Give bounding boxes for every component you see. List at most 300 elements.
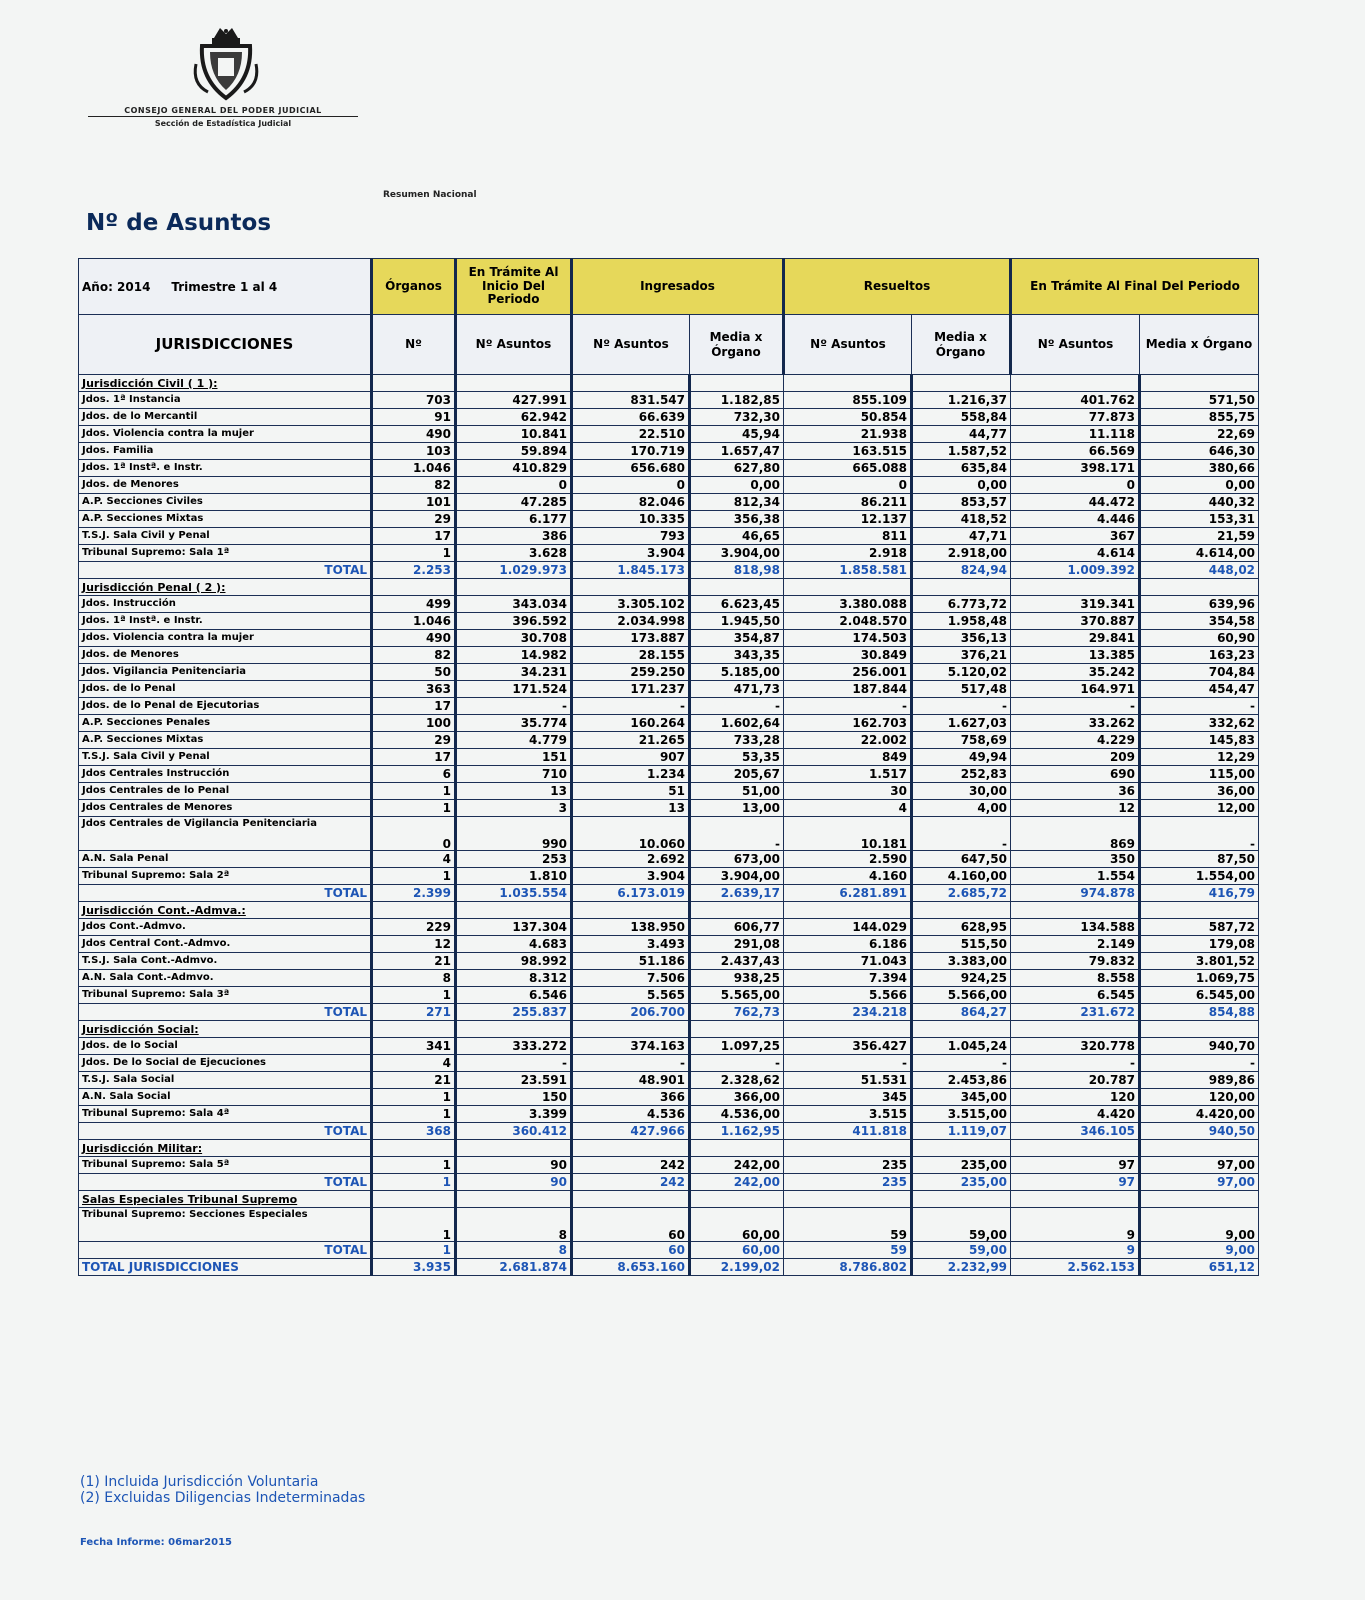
value-cell: 45,94: [690, 426, 784, 443]
table-row: [79, 443, 1259, 460]
section-title: Jurisdicción Civil ( 1 ):: [79, 375, 372, 392]
table-row: [79, 528, 1259, 545]
value-cell: 59.894: [456, 443, 572, 460]
value-cell: 145,83: [1140, 732, 1259, 749]
value-cell: 448,02: [1140, 562, 1259, 579]
table-row: [79, 1106, 1259, 1123]
value-cell: 153,31: [1140, 511, 1259, 528]
value-cell: 21: [372, 1072, 456, 1089]
value-cell: 396.592: [456, 613, 572, 630]
value-cell: 36,00: [1140, 783, 1259, 800]
row-label: A.N. Sala Penal: [79, 851, 372, 868]
value-cell: 9,00: [1140, 1242, 1259, 1259]
value-cell: -: [1140, 817, 1259, 851]
value-cell: 235,00: [912, 1157, 1011, 1174]
value-cell: 2.692: [572, 851, 690, 868]
value-cell: -: [912, 817, 1011, 851]
section-header-row: [79, 375, 1259, 392]
value-cell: 368: [372, 1123, 456, 1140]
value-cell: 3.383,00: [912, 953, 1011, 970]
organization-section: Sección de Estadística Judicial: [154, 119, 292, 128]
value-cell: -: [690, 698, 784, 715]
row-label: Jdos. De lo Social de Ejecuciones: [79, 1055, 372, 1072]
value-cell: 13: [572, 800, 690, 817]
value-cell: 4.420,00: [1140, 1106, 1259, 1123]
row-label: Jdos. 1ª Instancia: [79, 392, 372, 409]
row-label: Jdos Centrales Instrucción: [79, 766, 372, 783]
value-cell: 17: [372, 528, 456, 545]
value-cell: 1.810: [456, 868, 572, 885]
value-cell: 242: [572, 1174, 690, 1191]
row-label: Tribunal Supremo: Sala 3ª: [79, 987, 372, 1004]
quarter-label: Trimestre 1 al 4: [171, 279, 278, 294]
header-final-media: Media x Órgano: [1140, 315, 1259, 375]
empty-cell: [912, 1021, 1011, 1038]
value-cell: 21: [372, 953, 456, 970]
value-cell: 4.536: [572, 1106, 690, 1123]
value-cell: 1.009.392: [1011, 562, 1140, 579]
row-label: Jdos. Familia: [79, 443, 372, 460]
table-row: [79, 494, 1259, 511]
value-cell: 77.873: [1011, 409, 1140, 426]
value-cell: 354,58: [1140, 613, 1259, 630]
value-cell: 343.034: [456, 596, 572, 613]
value-cell: 1.858.581: [784, 562, 912, 579]
value-cell: 12.137: [784, 511, 912, 528]
value-cell: 255.837: [456, 1004, 572, 1021]
value-cell: 647,50: [912, 851, 1011, 868]
value-cell: 345: [784, 1089, 912, 1106]
value-cell: 628,95: [912, 919, 1011, 936]
empty-cell: [784, 1021, 912, 1038]
value-cell: 14.982: [456, 647, 572, 664]
value-cell: 1.602,64: [690, 715, 784, 732]
value-cell: 1.046: [372, 613, 456, 630]
grand-total-row: [79, 1259, 1259, 1276]
value-cell: 47,71: [912, 528, 1011, 545]
value-cell: 515,50: [912, 936, 1011, 953]
row-label: Jdos Cont.-Admvo.: [79, 919, 372, 936]
value-cell: 90: [456, 1174, 572, 1191]
value-cell: 356,13: [912, 630, 1011, 647]
section-title: Jurisdicción Militar:: [79, 1140, 372, 1157]
value-cell: 2.328,62: [690, 1072, 784, 1089]
value-cell: 4.536,00: [690, 1106, 784, 1123]
empty-cell: [1140, 902, 1259, 919]
value-cell: 29: [372, 511, 456, 528]
value-cell: 3.515: [784, 1106, 912, 1123]
value-cell: 8.558: [1011, 970, 1140, 987]
section-title: Jurisdicción Cont.-Admva.:: [79, 902, 372, 919]
row-label: Jdos. de lo Penal de Ejecutorias: [79, 698, 372, 715]
value-cell: 28.155: [572, 647, 690, 664]
value-cell: 370.887: [1011, 613, 1140, 630]
table-row: [79, 715, 1259, 732]
value-cell: -: [1011, 1055, 1140, 1072]
value-cell: 0: [372, 817, 456, 851]
statistics-table: [78, 258, 1259, 1276]
value-cell: 171.524: [456, 681, 572, 698]
empty-cell: [912, 1140, 1011, 1157]
value-cell: 1.119,07: [912, 1123, 1011, 1140]
table-row: [79, 392, 1259, 409]
value-cell: 5.566: [784, 987, 912, 1004]
value-cell: 0: [784, 477, 912, 494]
value-cell: 242,00: [690, 1157, 784, 1174]
empty-cell: [784, 902, 912, 919]
table-row: [79, 1089, 1259, 1106]
value-cell: 345,00: [912, 1089, 1011, 1106]
value-cell: 812,34: [690, 494, 784, 511]
total-row: [79, 885, 1259, 902]
value-cell: 398.171: [1011, 460, 1140, 477]
value-cell: 150: [456, 1089, 572, 1106]
value-cell: 0,00: [690, 477, 784, 494]
value-cell: 5.565: [572, 987, 690, 1004]
value-cell: 51.186: [572, 953, 690, 970]
value-cell: -: [784, 698, 912, 715]
table-row: [79, 1038, 1259, 1055]
row-label: T.S.J. Sala Social: [79, 1072, 372, 1089]
value-cell: 938,25: [690, 970, 784, 987]
empty-cell: [456, 375, 572, 392]
value-cell: 2.918,00: [912, 545, 1011, 562]
table-row: [79, 409, 1259, 426]
empty-cell: [572, 902, 690, 919]
value-cell: 376,21: [912, 647, 1011, 664]
value-cell: 343,35: [690, 647, 784, 664]
row-label: A.P. Secciones Mixtas: [79, 511, 372, 528]
value-cell: 2.199,02: [690, 1259, 784, 1276]
value-cell: 354,87: [690, 630, 784, 647]
value-cell: 2.232,99: [912, 1259, 1011, 1276]
value-cell: 1.069,75: [1140, 970, 1259, 987]
total-label: TOTAL: [79, 1242, 372, 1259]
section-title: Salas Especiales Tribunal Supremo: [79, 1191, 372, 1208]
report-date: Fecha Informe: 06mar2015: [80, 1537, 233, 1548]
value-cell: 30,00: [912, 783, 1011, 800]
value-cell: 401.762: [1011, 392, 1140, 409]
value-cell: 5.120,02: [912, 664, 1011, 681]
value-cell: 3.904: [572, 545, 690, 562]
value-cell: 8: [372, 970, 456, 987]
value-cell: 366,00: [690, 1089, 784, 1106]
total-row: [79, 562, 1259, 579]
table-row: [79, 477, 1259, 494]
value-cell: 3.904,00: [690, 868, 784, 885]
value-cell: 907: [572, 749, 690, 766]
value-cell: 291,08: [690, 936, 784, 953]
table-row: [79, 613, 1259, 630]
value-cell: 855,75: [1140, 409, 1259, 426]
table-row: [79, 647, 1259, 664]
value-cell: 1: [372, 1242, 456, 1259]
value-cell: 2.048.570: [784, 613, 912, 630]
row-label: Jdos. Violencia contra la mujer: [79, 630, 372, 647]
value-cell: 97,00: [1140, 1157, 1259, 1174]
value-cell: 98.992: [456, 953, 572, 970]
header-en-tramite-final: En Trámite Al Final Del Periodo: [1011, 259, 1259, 315]
value-cell: 120: [1011, 1089, 1140, 1106]
value-cell: 44.472: [1011, 494, 1140, 511]
value-cell: 627,80: [690, 460, 784, 477]
value-cell: 60,90: [1140, 630, 1259, 647]
value-cell: 30.849: [784, 647, 912, 664]
empty-cell: [690, 375, 784, 392]
value-cell: 206.700: [572, 1004, 690, 1021]
value-cell: -: [572, 1055, 690, 1072]
empty-cell: [1011, 902, 1140, 919]
value-cell: 1.587,52: [912, 443, 1011, 460]
value-cell: 2.437,43: [690, 953, 784, 970]
value-cell: 12: [1011, 800, 1140, 817]
empty-cell: [690, 1140, 784, 1157]
empty-cell: [784, 375, 912, 392]
value-cell: -: [572, 698, 690, 715]
row-label: Tribunal Supremo: Sala 4ª: [79, 1106, 372, 1123]
empty-cell: [1011, 375, 1140, 392]
value-cell: 7.394: [784, 970, 912, 987]
row-label: Jdos. de Menores: [79, 647, 372, 664]
value-cell: 651,12: [1140, 1259, 1259, 1276]
document-title: Nº de Asuntos: [86, 210, 272, 236]
header-resueltos: Resueltos: [784, 259, 1011, 315]
value-cell: 558,84: [912, 409, 1011, 426]
value-cell: 0: [1011, 477, 1140, 494]
value-cell: 4.683: [456, 936, 572, 953]
value-cell: 163,23: [1140, 647, 1259, 664]
value-cell: 4.446: [1011, 511, 1140, 528]
table-row: [79, 766, 1259, 783]
value-cell: 6.186: [784, 936, 912, 953]
empty-cell: [372, 579, 456, 596]
value-cell: 4.160,00: [912, 868, 1011, 885]
value-cell: 229: [372, 919, 456, 936]
value-cell: 173.887: [572, 630, 690, 647]
value-cell: 6.545,00: [1140, 987, 1259, 1004]
header-jurisdicciones: JURISDICCIONES: [79, 315, 372, 375]
table-row: [79, 545, 1259, 562]
empty-cell: [784, 579, 912, 596]
value-cell: 10.841: [456, 426, 572, 443]
value-cell: 990: [456, 817, 572, 851]
value-cell: 90: [456, 1157, 572, 1174]
value-cell: 6.773,72: [912, 596, 1011, 613]
value-cell: 66.639: [572, 409, 690, 426]
value-cell: 3.628: [456, 545, 572, 562]
value-cell: 17: [372, 698, 456, 715]
value-cell: 171.237: [572, 681, 690, 698]
value-cell: 3.399: [456, 1106, 572, 1123]
value-cell: -: [1140, 698, 1259, 715]
value-cell: 3.904: [572, 868, 690, 885]
value-cell: 1.945,50: [690, 613, 784, 630]
value-cell: 6.177: [456, 511, 572, 528]
value-cell: 704,84: [1140, 664, 1259, 681]
value-cell: 79.832: [1011, 953, 1140, 970]
value-cell: 21.265: [572, 732, 690, 749]
empty-cell: [372, 902, 456, 919]
value-cell: 1.035.554: [456, 885, 572, 902]
empty-cell: [1011, 1191, 1140, 1208]
value-cell: 21.938: [784, 426, 912, 443]
value-cell: -: [912, 698, 1011, 715]
row-label: Jdos. de Menores: [79, 477, 372, 494]
table-row: [79, 1208, 1259, 1242]
empty-cell: [1140, 375, 1259, 392]
value-cell: 11.118: [1011, 426, 1140, 443]
row-label: Jdos. de lo Mercantil: [79, 409, 372, 426]
value-cell: 732,30: [690, 409, 784, 426]
value-cell: 1: [372, 783, 456, 800]
value-cell: 35.242: [1011, 664, 1140, 681]
value-cell: 9: [1011, 1208, 1140, 1242]
value-cell: 869: [1011, 817, 1140, 851]
value-cell: 1.097,25: [690, 1038, 784, 1055]
empty-cell: [456, 902, 572, 919]
value-cell: 1: [372, 868, 456, 885]
value-cell: 360.412: [456, 1123, 572, 1140]
value-cell: 849: [784, 749, 912, 766]
value-cell: 416,79: [1140, 885, 1259, 902]
total-row: [79, 1123, 1259, 1140]
row-label: Jdos. de lo Penal: [79, 681, 372, 698]
value-cell: 710: [456, 766, 572, 783]
empty-cell: [784, 1191, 912, 1208]
value-cell: -: [912, 1055, 1011, 1072]
table-row: [79, 732, 1259, 749]
grand-total-label: TOTAL JURISDICCIONES: [79, 1259, 372, 1276]
value-cell: 209: [1011, 749, 1140, 766]
value-cell: 1: [372, 545, 456, 562]
value-cell: 418,52: [912, 511, 1011, 528]
row-label: Jdos. Violencia contra la mujer: [79, 426, 372, 443]
value-cell: 231.672: [1011, 1004, 1140, 1021]
value-cell: 940,70: [1140, 1038, 1259, 1055]
empty-cell: [572, 579, 690, 596]
value-cell: 1.234: [572, 766, 690, 783]
value-cell: 82: [372, 647, 456, 664]
value-cell: 320.778: [1011, 1038, 1140, 1055]
value-cell: 2.453,86: [912, 1072, 1011, 1089]
row-label: Jdos Centrales de Vigilancia Penitenciaria: [79, 817, 372, 851]
total-label: TOTAL: [79, 562, 372, 579]
value-cell: 12: [372, 936, 456, 953]
total-row: [79, 1004, 1259, 1021]
value-cell: 49,94: [912, 749, 1011, 766]
empty-cell: [572, 1191, 690, 1208]
value-cell: 6.545: [1011, 987, 1140, 1004]
table-row: [79, 817, 1259, 851]
table-row: [79, 919, 1259, 936]
value-cell: 29.841: [1011, 630, 1140, 647]
value-cell: 989,86: [1140, 1072, 1259, 1089]
header-ingresados-n-asuntos: Nº Asuntos: [572, 315, 690, 375]
header-resueltos-n-asuntos: Nº Asuntos: [784, 315, 912, 375]
value-cell: 51.531: [784, 1072, 912, 1089]
table-row: [79, 953, 1259, 970]
table-row: [79, 1055, 1259, 1072]
value-cell: 144.029: [784, 919, 912, 936]
value-cell: 34.231: [456, 664, 572, 681]
table-row: [79, 1072, 1259, 1089]
header-resueltos-media: Media x Órgano: [912, 315, 1011, 375]
value-cell: 8.312: [456, 970, 572, 987]
total-row: [79, 1242, 1259, 1259]
row-label: T.S.J. Sala Civil y Penal: [79, 749, 372, 766]
value-cell: 1.182,85: [690, 392, 784, 409]
value-cell: 2.399: [372, 885, 456, 902]
table-row: [79, 800, 1259, 817]
empty-cell: [456, 1191, 572, 1208]
empty-cell: [1140, 579, 1259, 596]
row-label: A.P. Secciones Penales: [79, 715, 372, 732]
value-cell: 8.653.160: [572, 1259, 690, 1276]
value-cell: 9,00: [1140, 1208, 1259, 1242]
value-cell: 855.109: [784, 392, 912, 409]
value-cell: 703: [372, 392, 456, 409]
value-cell: 319.341: [1011, 596, 1140, 613]
value-cell: 854,88: [1140, 1004, 1259, 1021]
value-cell: 12,29: [1140, 749, 1259, 766]
row-label: Jdos. 1ª Instª. e Instr.: [79, 613, 372, 630]
value-cell: 3: [456, 800, 572, 817]
value-cell: 1.029.973: [456, 562, 572, 579]
value-cell: 134.588: [1011, 919, 1140, 936]
value-cell: 4,00: [912, 800, 1011, 817]
empty-cell: [372, 1191, 456, 1208]
value-cell: 91: [372, 409, 456, 426]
value-cell: 831.547: [572, 392, 690, 409]
value-cell: 259.250: [572, 664, 690, 681]
value-cell: 4.779: [456, 732, 572, 749]
value-cell: 253: [456, 851, 572, 868]
value-cell: 170.719: [572, 443, 690, 460]
value-cell: 252,83: [912, 766, 1011, 783]
value-cell: 23.591: [456, 1072, 572, 1089]
value-cell: 59,00: [912, 1242, 1011, 1259]
empty-cell: [912, 579, 1011, 596]
value-cell: 332,62: [1140, 715, 1259, 732]
row-label: A.N. Sala Cont.-Admvo.: [79, 970, 372, 987]
table-row: [79, 970, 1259, 987]
value-cell: 2.685,72: [912, 885, 1011, 902]
header-n: Nº: [372, 315, 456, 375]
empty-cell: [1011, 1140, 1140, 1157]
header-row-sub: [79, 315, 1259, 375]
table-row: [79, 868, 1259, 885]
section-header-row: [79, 1191, 1259, 1208]
value-cell: 758,69: [912, 732, 1011, 749]
value-cell: 350: [1011, 851, 1140, 868]
header-ingresados-media: Media x Órgano: [690, 315, 784, 375]
value-cell: 924,25: [912, 970, 1011, 987]
value-cell: 646,30: [1140, 443, 1259, 460]
value-cell: 517,48: [912, 681, 1011, 698]
value-cell: 205,67: [690, 766, 784, 783]
section-header-row: [79, 902, 1259, 919]
value-cell: 427.966: [572, 1123, 690, 1140]
value-cell: 59: [784, 1208, 912, 1242]
empty-cell: [456, 1140, 572, 1157]
table-row: [79, 1157, 1259, 1174]
value-cell: 59,00: [912, 1208, 1011, 1242]
value-cell: 2.918: [784, 545, 912, 562]
table-row: [79, 987, 1259, 1004]
row-label: Jdos. Vigilancia Penitenciaria: [79, 664, 372, 681]
value-cell: 13: [456, 783, 572, 800]
value-cell: 21,59: [1140, 528, 1259, 545]
